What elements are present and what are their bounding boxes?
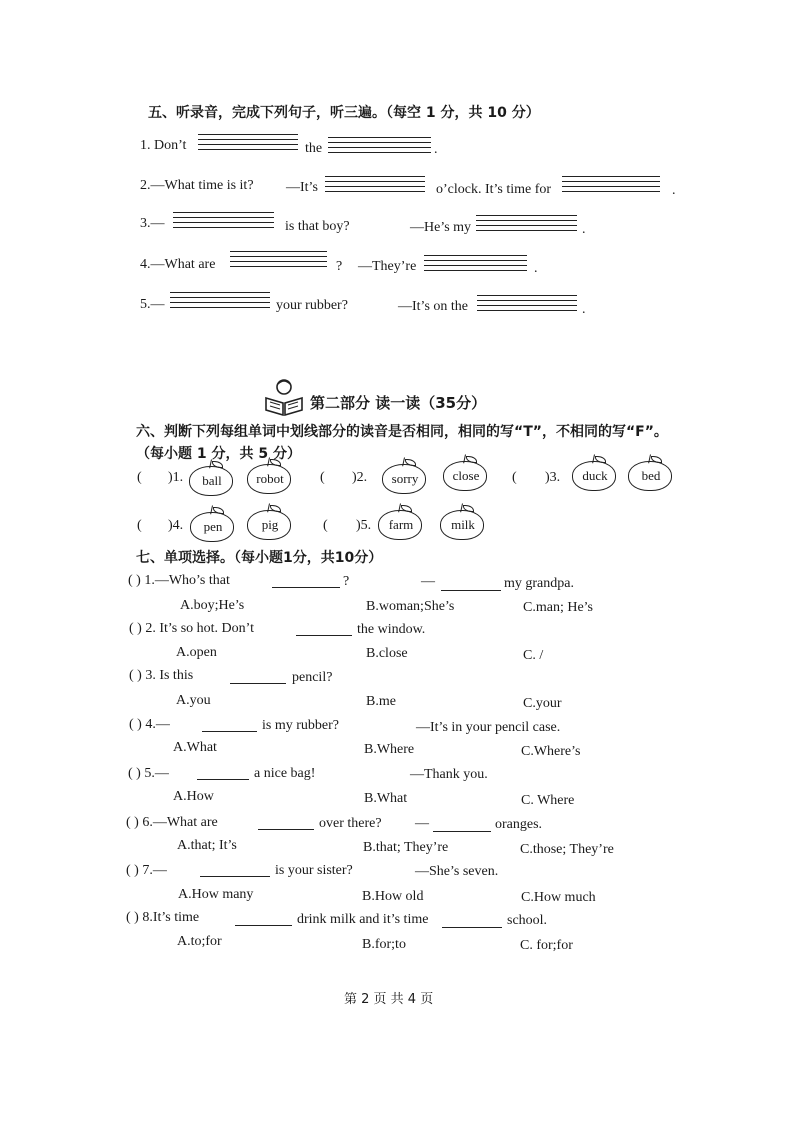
q5-1-blank-1[interactable] bbox=[198, 134, 298, 150]
s7-q4-tail: is my rubber? bbox=[262, 718, 339, 733]
q5-3-text-d: . bbox=[582, 222, 586, 237]
s7-q1-num: ( ) 1.—Who’s that bbox=[128, 573, 230, 588]
s7-q6-tail: over there? bbox=[319, 816, 382, 831]
s7-q5-tail2: —Thank you. bbox=[410, 767, 488, 782]
q5-1-text-a: 1. Don’t bbox=[140, 138, 187, 153]
apple-word-close bbox=[443, 455, 489, 491]
s7-q3-option-b[interactable]: B.me bbox=[366, 694, 396, 709]
q5-1-blank-2[interactable] bbox=[328, 137, 431, 153]
apple-word-bed bbox=[628, 455, 674, 491]
q5-5-blank-1[interactable] bbox=[170, 292, 270, 308]
apple-word-pen bbox=[190, 506, 236, 542]
s7-q7-blank[interactable] bbox=[200, 864, 270, 877]
s7-q4-option-b[interactable]: B.Where bbox=[364, 742, 415, 757]
s7-q2-option-b[interactable]: B.close bbox=[366, 646, 408, 661]
q5-2-text-a: 2.—What time is it? bbox=[140, 178, 254, 193]
s7-q6-dash: — bbox=[415, 816, 429, 831]
q5-3-text-b: is that boy? bbox=[285, 219, 350, 234]
s7-q1-blank-1[interactable] bbox=[272, 575, 340, 588]
s7-q3-blank[interactable] bbox=[230, 671, 286, 684]
word-sorry: sorry bbox=[391, 471, 419, 486]
s6-item-3-num: )3. bbox=[545, 470, 561, 485]
s7-q8-blank-2[interactable] bbox=[442, 915, 502, 928]
s7-q5-option-a[interactable]: A.How bbox=[173, 789, 214, 804]
word-duck: duck bbox=[582, 468, 608, 483]
s7-q8-option-c[interactable]: C. for;for bbox=[520, 938, 573, 953]
s7-q2-option-a[interactable]: A.open bbox=[176, 645, 217, 660]
q5-1-text-b: the bbox=[305, 141, 323, 156]
apple-word-pig bbox=[247, 504, 293, 540]
q5-4-text-d: . bbox=[534, 261, 538, 276]
q5-5-text-a: 5.— bbox=[140, 297, 165, 312]
word-pig: pig bbox=[261, 517, 279, 532]
section-6-subtitle: （每小题 1 分，共 5 分） bbox=[136, 446, 301, 462]
reading-child-icon bbox=[262, 376, 306, 416]
part-2-title: 第二部分 读一读（35分） bbox=[310, 394, 487, 412]
s6-paren-2: ( bbox=[320, 470, 325, 485]
q5-4-blank-2[interactable] bbox=[424, 255, 527, 271]
section-7-title: 七、单项选择。（每小题1分，共10分） bbox=[136, 550, 383, 566]
s7-q7-option-b[interactable]: B.How old bbox=[362, 889, 424, 904]
s7-q3-option-a[interactable]: A.you bbox=[176, 693, 211, 708]
word-robot: robot bbox=[256, 471, 284, 486]
q5-5-text-b: your rubber? bbox=[276, 298, 348, 313]
s7-q3-num: ( ) 3. Is this bbox=[129, 668, 194, 683]
q5-4-text-a: 4.—What are bbox=[140, 257, 216, 272]
s7-q6-num: ( ) 6.—What are bbox=[126, 815, 218, 830]
s7-q1-option-a[interactable]: A.boy;He’s bbox=[180, 598, 245, 613]
apple-word-ball bbox=[189, 460, 235, 496]
s7-q6-tail2: oranges. bbox=[495, 817, 543, 832]
s7-q6-option-b[interactable]: B.that; They’re bbox=[363, 840, 449, 855]
word-milk: milk bbox=[451, 517, 475, 532]
s7-q8-blank-1[interactable] bbox=[235, 913, 292, 926]
s7-q6-option-c[interactable]: C.those; They’re bbox=[520, 842, 614, 857]
s7-q7-option-a[interactable]: A.How many bbox=[178, 887, 254, 902]
s7-q5-blank[interactable] bbox=[197, 767, 249, 780]
apple-word-sorry bbox=[382, 458, 428, 494]
q5-3-blank-1[interactable] bbox=[173, 212, 274, 228]
s7-q6-blank-1[interactable] bbox=[258, 817, 314, 830]
q5-2-text-c: o’clock. It’s time for bbox=[436, 182, 552, 197]
s7-q6-option-a[interactable]: A.that; It’s bbox=[177, 838, 237, 853]
apple-word-robot bbox=[247, 458, 293, 494]
apple-word-duck bbox=[572, 455, 618, 491]
s7-q2-num: ( ) 2. It’s so hot. Don’t bbox=[129, 621, 254, 636]
q5-4-text-c: —They’re bbox=[358, 259, 417, 274]
q5-4-blank-1[interactable] bbox=[230, 251, 327, 267]
s7-q1-dash: — bbox=[421, 574, 435, 589]
s7-q5-num: ( ) 5.— bbox=[128, 766, 169, 781]
s7-q4-option-a[interactable]: A.What bbox=[173, 740, 217, 755]
q5-5-blank-2[interactable] bbox=[477, 295, 577, 311]
apple-word-farm bbox=[378, 504, 424, 540]
s7-q1-blank-2[interactable] bbox=[441, 578, 501, 591]
section-6-title: 六、判断下列每组单词中划线部分的读音是否相同，相同的写“T”，不相同的写“F”。 bbox=[136, 424, 668, 440]
s7-q8-option-b[interactable]: B.for;to bbox=[362, 937, 406, 952]
s7-q4-option-c[interactable]: C.Where’s bbox=[521, 744, 581, 759]
q5-3-blank-2[interactable] bbox=[476, 215, 577, 231]
s7-q8-num: ( ) 8.It’s time bbox=[126, 910, 200, 925]
s7-q3-tail: pencil? bbox=[292, 670, 333, 685]
s6-item-4-num: )4. bbox=[168, 518, 184, 533]
word-farm: farm bbox=[388, 517, 414, 532]
s7-q1-option-c[interactable]: C.man; He’s bbox=[523, 600, 593, 615]
s7-q7-tail: is your sister? bbox=[275, 863, 353, 878]
s7-q2-option-c[interactable]: C. / bbox=[523, 648, 544, 663]
s6-item-1-num: )1. bbox=[168, 470, 184, 485]
q5-4-text-b: ? bbox=[336, 259, 343, 274]
s7-q1-mid: ? bbox=[343, 574, 350, 589]
q5-2-blank-1[interactable] bbox=[325, 176, 425, 192]
s7-q8-option-a[interactable]: A.to;for bbox=[177, 934, 222, 949]
word-bed: bed bbox=[641, 468, 661, 483]
s6-paren-1: ( bbox=[137, 470, 142, 485]
section-5-title: 五、听录音，完成下列句子，听三遍。（每空 1 分，共 10 分） bbox=[148, 105, 540, 121]
s6-paren-5: ( bbox=[323, 518, 328, 533]
s7-q7-tail2: —She’s seven. bbox=[415, 864, 499, 879]
s6-paren-4: ( bbox=[137, 518, 142, 533]
s7-q7-option-c[interactable]: C.How much bbox=[521, 890, 596, 905]
s7-q1-tail: my grandpa. bbox=[504, 576, 574, 591]
s7-q5-tail: a nice bag! bbox=[254, 766, 316, 781]
q5-2-text-d: . bbox=[672, 183, 676, 198]
s6-item-2-num: )2. bbox=[352, 470, 368, 485]
s7-q2-tail: the window. bbox=[357, 622, 426, 637]
apple-word-milk bbox=[440, 504, 486, 540]
page-footer: 第 2 页 共 4 页 bbox=[344, 992, 434, 1007]
s7-q4-num: ( ) 4.— bbox=[129, 717, 170, 732]
s7-q2-blank[interactable] bbox=[296, 623, 352, 636]
q5-2-text-b: —It’s bbox=[286, 180, 318, 195]
word-ball: ball bbox=[202, 473, 222, 488]
word-pen: pen bbox=[203, 519, 223, 534]
s6-paren-3: ( bbox=[512, 470, 517, 485]
s7-q8-tail2: school. bbox=[507, 913, 548, 928]
s7-q4-blank[interactable] bbox=[202, 719, 257, 732]
word-close: close bbox=[452, 468, 480, 483]
q5-1-text-c: . bbox=[434, 142, 438, 157]
s7-q7-num: ( ) 7.— bbox=[126, 863, 167, 878]
s7-q5-option-c[interactable]: C. Where bbox=[521, 793, 575, 808]
s7-q5-option-b[interactable]: B.What bbox=[364, 791, 408, 806]
s6-item-5-num: )5. bbox=[356, 518, 372, 533]
q5-3-text-a: 3.— bbox=[140, 216, 165, 231]
s7-q1-option-b[interactable]: B.woman;She’s bbox=[366, 599, 455, 614]
s7-q4-tail2: —It’s in your pencil case. bbox=[416, 720, 561, 735]
q5-2-blank-2[interactable] bbox=[562, 176, 660, 192]
q5-5-text-c: —It’s on the bbox=[398, 299, 468, 314]
s7-q3-option-c[interactable]: C.your bbox=[523, 696, 562, 711]
q5-3-text-c: —He’s my bbox=[410, 220, 472, 235]
s7-q6-blank-2[interactable] bbox=[433, 819, 491, 832]
q5-5-text-d: . bbox=[582, 302, 586, 317]
s7-q8-tail: drink milk and it’s time bbox=[297, 912, 429, 927]
